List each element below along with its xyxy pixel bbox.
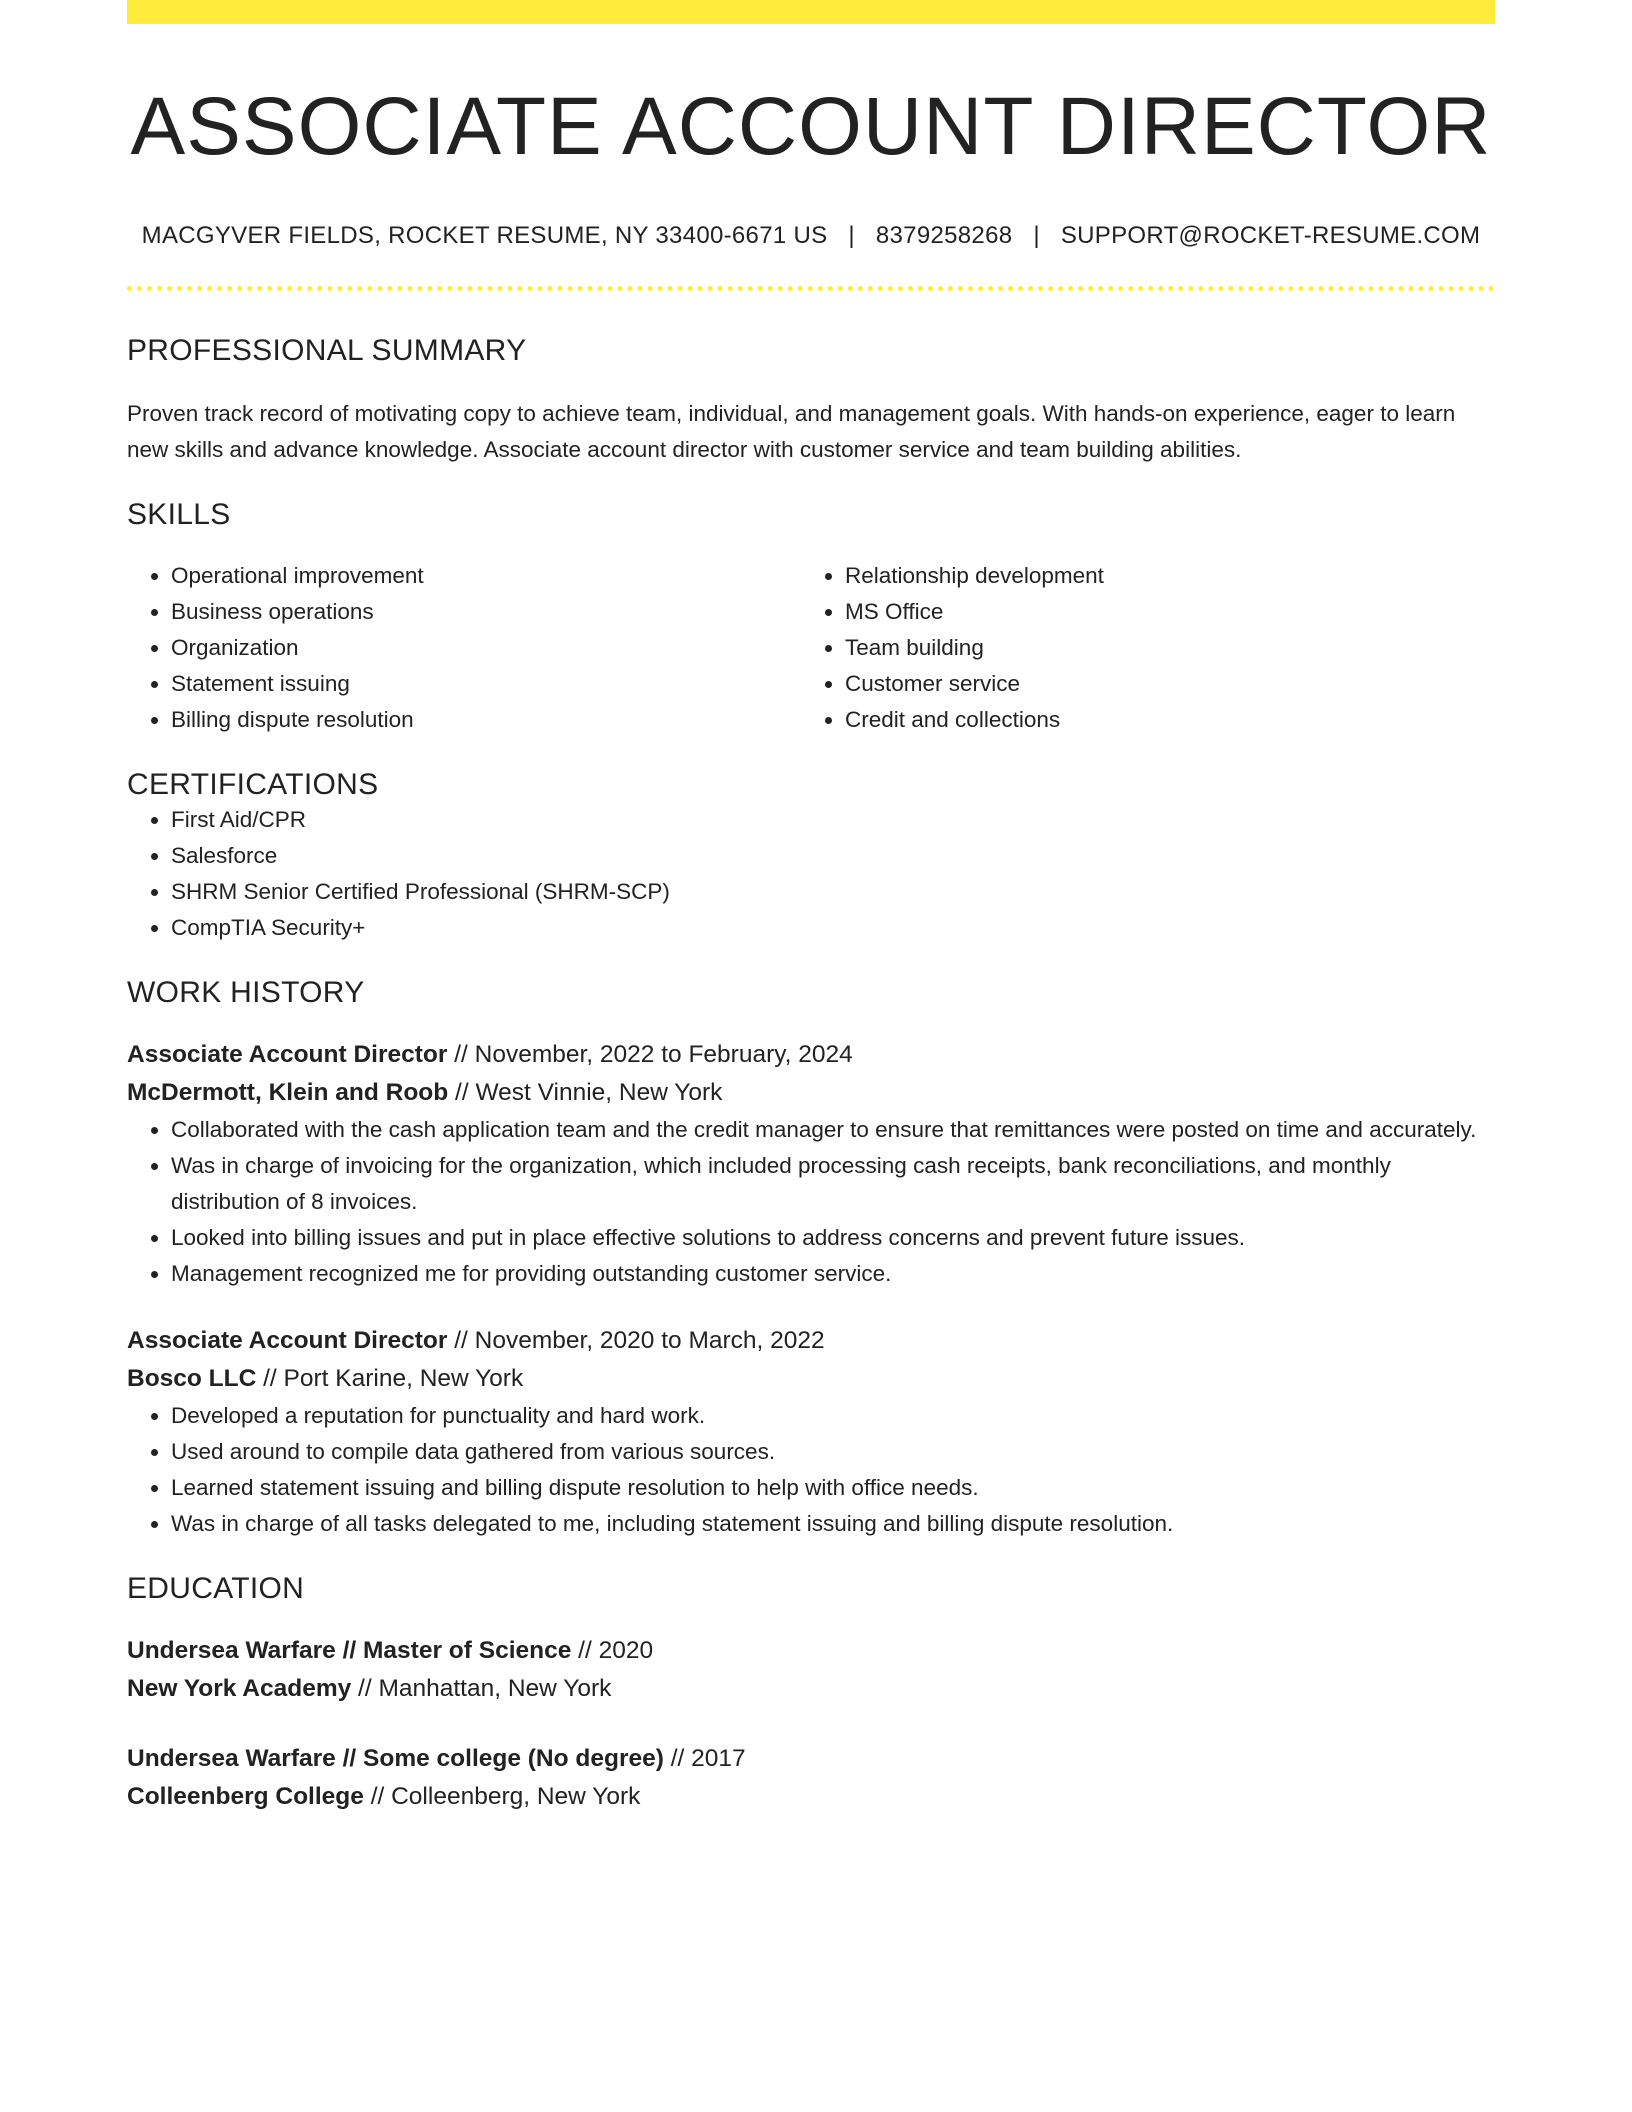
education-school: Colleenberg College xyxy=(127,1783,364,1811)
skill-item: • Business operations xyxy=(171,594,801,630)
education-school: New York Academy xyxy=(127,1675,352,1703)
skill-item: • Team building xyxy=(845,630,1475,666)
certification-item: • First Aid/CPR xyxy=(171,802,1495,838)
certification-item: • SHRM Senior Certified Professional (SHRM-SCP) xyxy=(171,874,1495,910)
job-bullet: • Collaborated with the cash application team and the credit manager to ensure that remittances were posted on time and accurately. xyxy=(171,1112,1495,1148)
skill-item: • Billing dispute resolution xyxy=(171,702,801,738)
job-entry xyxy=(127,1322,1495,1542)
job-bullet: • Looked into billing issues and put in place effective solutions to address concerns and prevent future issues. xyxy=(171,1220,1495,1256)
education-location: // Manhattan, New York xyxy=(351,1675,612,1703)
job-dates: // November, 2022 to February, 2024 xyxy=(447,1041,853,1069)
skill-item: • Relationship development xyxy=(845,558,1475,594)
education-section xyxy=(127,1572,1495,1816)
job-bullets xyxy=(127,1112,1495,1292)
education-heading: EDUCATION xyxy=(127,1572,305,1606)
job-location: // West Vinnie, New York xyxy=(448,1079,723,1107)
summary-text: Proven track record of motivating copy to achieve team, individual, and management goals. With hands-on experience, eager to learn new skills and advance knowledge. Associate account director with customer service and team building abilities. xyxy=(127,401,1456,463)
education-school-line xyxy=(127,1670,1495,1708)
education-degree-line xyxy=(127,1740,1495,1778)
accent-top-bar xyxy=(127,0,1495,24)
certifications-list xyxy=(127,802,1495,946)
job-title-line xyxy=(127,1036,1495,1074)
certifications-heading: CERTIFICATIONS xyxy=(127,768,379,802)
contact-separator: | xyxy=(848,222,855,250)
work-history-section xyxy=(127,976,1495,1542)
education-entry xyxy=(127,1740,1495,1816)
education-year: // 2020 xyxy=(571,1637,654,1665)
job-company-line xyxy=(127,1074,1495,1112)
education-location: // Colleenberg, New York xyxy=(363,1783,641,1811)
skills-heading: SKILLS xyxy=(127,498,231,532)
job-bullet: • Management recognized me for providing outstanding customer service. xyxy=(171,1256,1495,1292)
skill-item: • Customer service xyxy=(845,666,1475,702)
skills-column-left xyxy=(127,558,801,738)
resume-title: ASSOCIATE ACCOUNT DIRECTOR xyxy=(130,81,1492,172)
job-bullets xyxy=(127,1398,1495,1542)
job-dates: // November, 2020 to March, 2022 xyxy=(447,1327,825,1355)
skills-list-right xyxy=(801,558,1475,738)
certification-item: • Salesforce xyxy=(171,838,1495,874)
skills-columns xyxy=(127,558,1495,738)
job-bullet: • Was in charge of invoicing for the organization, which included processing cash receipts, bank reconciliations, and monthly distribution of 8 invoices. xyxy=(171,1148,1495,1220)
skills-section xyxy=(127,498,1495,738)
education-degree: Undersea Warfare // Some college (No degree) xyxy=(127,1745,664,1773)
education-degree-line xyxy=(127,1632,1495,1670)
education-year: // 2017 xyxy=(663,1745,746,1773)
job-company-line xyxy=(127,1360,1495,1398)
skill-item: • Organization xyxy=(171,630,801,666)
skill-item: • Operational improvement xyxy=(171,558,801,594)
work-history-heading: WORK HISTORY xyxy=(127,976,365,1010)
job-title: Associate Account Director xyxy=(127,1327,448,1355)
job-bullet: • Developed a reputation for punctuality and hard work. xyxy=(171,1398,1495,1434)
job-entry xyxy=(127,1036,1495,1292)
resume-page xyxy=(127,0,1495,1816)
skill-item: • Credit and collections xyxy=(845,702,1475,738)
skills-column-right xyxy=(801,558,1475,738)
education-degree: Undersea Warfare // Master of Science xyxy=(127,1637,572,1665)
certifications-section xyxy=(127,768,1495,946)
job-company: Bosco LLC xyxy=(127,1365,257,1393)
contact-line xyxy=(127,222,1495,250)
job-title-line xyxy=(127,1322,1495,1360)
education-entry xyxy=(127,1632,1495,1708)
job-title: Associate Account Director xyxy=(127,1041,448,1069)
contact-email: SUPPORT@ROCKET-RESUME.COM xyxy=(1060,222,1481,250)
job-bullet: • Was in charge of all tasks delegated to me, including statement issuing and billing dispute resolution. xyxy=(171,1506,1495,1542)
contact-phone: 8379258268 xyxy=(875,222,1013,250)
job-location: // Port Karine, New York xyxy=(256,1365,524,1393)
contact-separator: | xyxy=(1033,222,1040,250)
summary-section xyxy=(127,334,1495,468)
skills-list-left xyxy=(127,558,801,738)
dotted-divider xyxy=(127,286,1495,291)
certification-item: • CompTIA Security+ xyxy=(171,910,1495,946)
summary-heading: PROFESSIONAL SUMMARY xyxy=(127,334,527,368)
education-school-line xyxy=(127,1778,1495,1816)
job-bullet: • Learned statement issuing and billing dispute resolution to help with office needs. xyxy=(171,1470,1495,1506)
contact-address: MACGYVER FIELDS, ROCKET RESUME, NY 33400-6671 US xyxy=(141,222,828,250)
skill-item: • Statement issuing xyxy=(171,666,801,702)
job-bullet: • Used around to compile data gathered from various sources. xyxy=(171,1434,1495,1470)
job-company: McDermott, Klein and Roob xyxy=(127,1079,449,1107)
skill-item: • MS Office xyxy=(845,594,1475,630)
